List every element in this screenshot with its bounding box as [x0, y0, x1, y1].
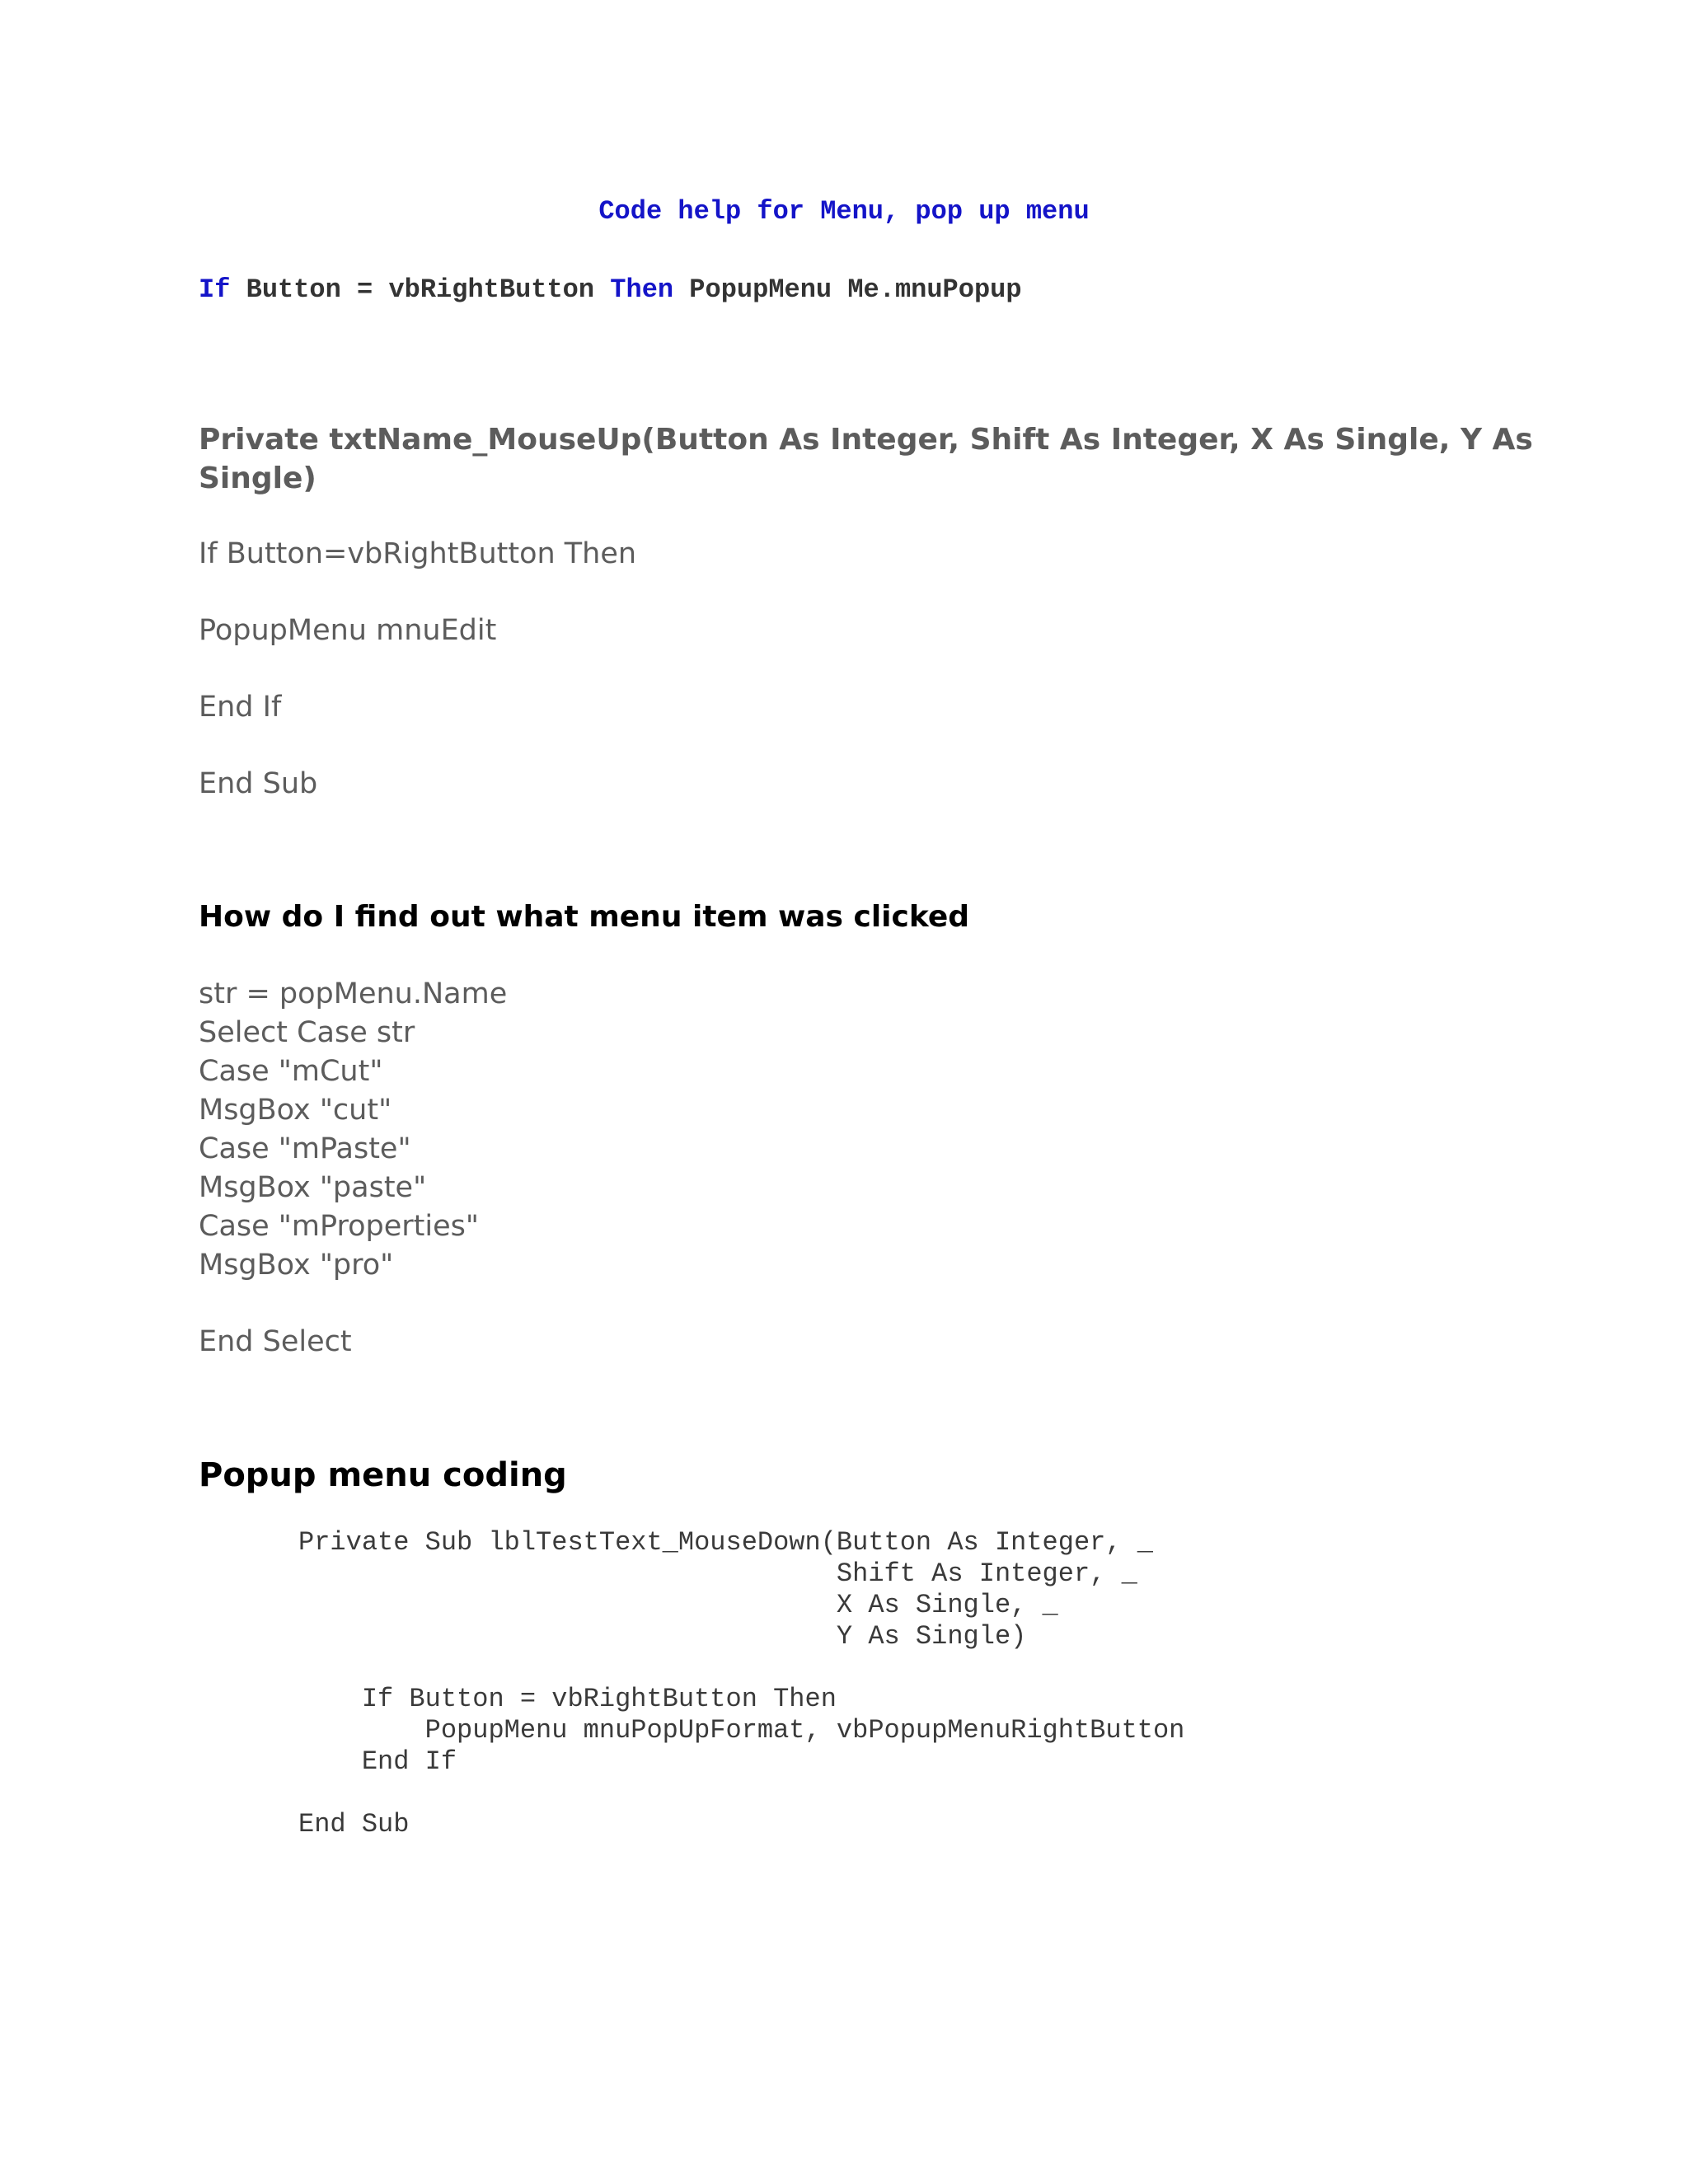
- code-block-line: Y As Single): [298, 1621, 1027, 1652]
- code-line: If Button=vbRightButton Then: [199, 537, 637, 570]
- code-line: End Sub: [199, 767, 318, 800]
- keyword-if: If: [199, 274, 231, 305]
- sub-signature-line-2: Single): [199, 462, 316, 495]
- code-line: End Select: [199, 1325, 352, 1358]
- code-line: Case "mCut": [199, 1055, 383, 1088]
- sub-signature: [199, 420, 1533, 498]
- code-block-line: End If: [298, 1746, 457, 1777]
- code-line: Case "mPaste": [199, 1132, 411, 1165]
- page-title: Code help for Menu, pop up menu: [598, 196, 1090, 227]
- keyword-then: Then: [610, 274, 674, 305]
- sub-signature-line-1: Private txtName_MouseUp(Button As Integer, Shift As Integer, X As Single, Y As: [199, 423, 1533, 457]
- code-block-line: Private Sub lblTestText_MouseDown(Button As Integer, _: [298, 1527, 1153, 1558]
- code-line: PopupMenu mnuEdit: [199, 614, 497, 647]
- code-block-line: PopupMenu mnuPopUpFormat, vbPopupMenuRightButton: [298, 1715, 1185, 1746]
- section-heading: Popup menu coding: [199, 1456, 567, 1494]
- code-fragment: Button = vbRightButton: [230, 274, 611, 305]
- code-line: Select Case str: [199, 1016, 415, 1049]
- code-fragment: PopupMenu Me.mnuPopup: [673, 274, 1022, 305]
- code-line: str = popMenu.Name: [199, 977, 508, 1010]
- section-heading: How do I find out what menu item was clicked: [199, 900, 970, 934]
- code-line: Case "mProperties": [199, 1210, 479, 1243]
- code-block-line: Shift As Integer, _: [298, 1558, 1137, 1589]
- code-block-line: If Button = vbRightButton Then: [298, 1684, 837, 1714]
- code-block-line: End Sub: [298, 1809, 410, 1840]
- code-line: MsgBox "cut": [199, 1094, 392, 1127]
- popup-code-line: [199, 274, 1022, 305]
- code-line: End If: [199, 691, 282, 724]
- code-line: MsgBox "pro": [199, 1249, 394, 1282]
- code-block-line: X As Single, _: [298, 1590, 1058, 1620]
- code-line: MsgBox "paste": [199, 1171, 427, 1204]
